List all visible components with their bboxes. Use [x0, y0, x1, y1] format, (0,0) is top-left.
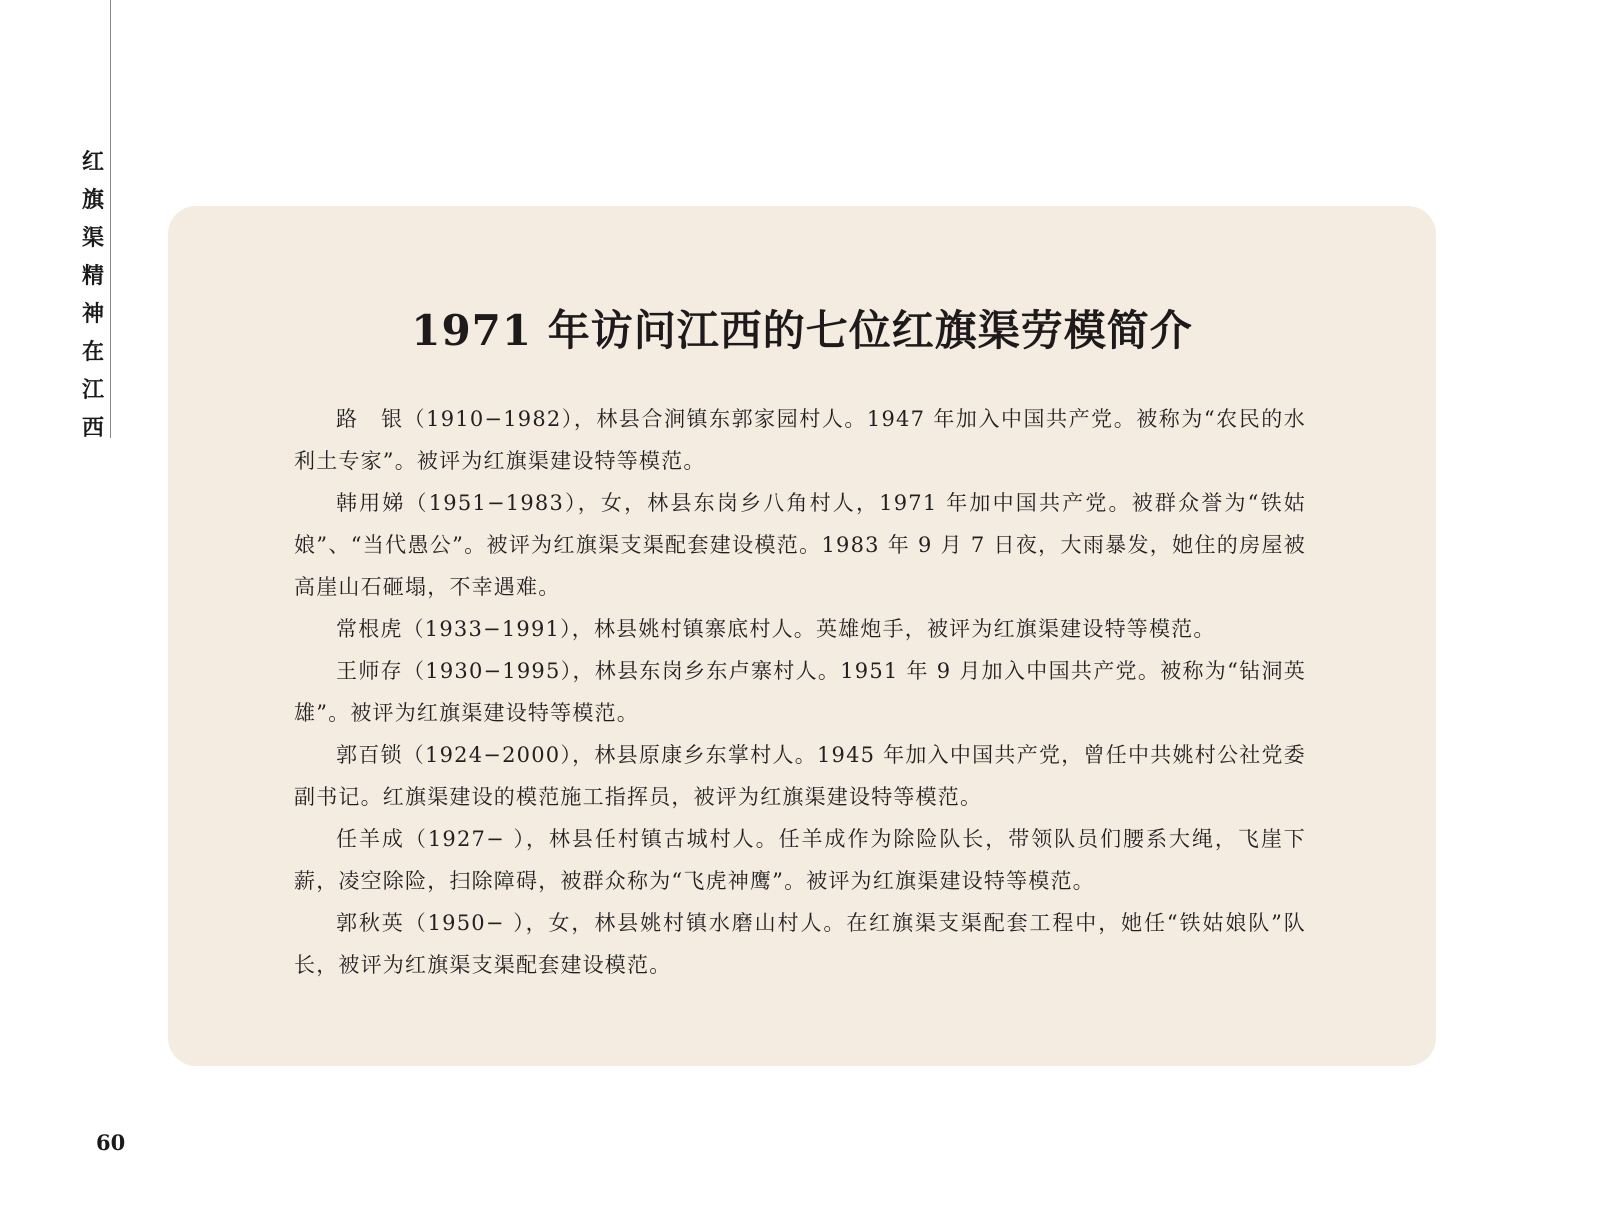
paragraph-guo-qiuying: 郭秋英（1950− ），女，林县姚村镇水磨山村人。在红旗渠支渠配套工程中，她任“铁姑娘队”队长，被评为红旗渠支渠配套建设模范。	[294, 911, 1306, 977]
article-body	[294, 398, 1306, 986]
running-header-char: 在	[81, 340, 104, 365]
side-divider-line	[110, 0, 111, 438]
running-header-char: 西	[81, 416, 104, 441]
running-header-char: 红	[81, 150, 104, 175]
running-header-char: 精	[81, 264, 104, 289]
paragraph-guo-baisuo: 郭百锁（1924−2000），林县原康乡东掌村人。1945 年加入中国共产党，曾任中共姚村公社党委副书记。红旗渠建设的模范施工指挥员，被评为红旗渠建设特等模范。	[294, 743, 1306, 809]
running-header-char: 神	[81, 302, 104, 327]
running-header-vertical	[78, 144, 108, 448]
running-header-char: 旗	[81, 188, 104, 213]
running-header-char: 渠	[81, 226, 104, 251]
page-number: 60	[96, 1130, 126, 1155]
paragraph-lu-yin: 路 银（1910−1982），林县合涧镇东郭家园村人。1947 年加入中国共产党。被称为“农民的水利土专家”。被评为红旗渠建设特等模范。	[294, 407, 1306, 473]
paragraph-chang-genhu: 常根虎（1933−1991），林县姚村镇寨底村人。英雄炮手，被评为红旗渠建设特等模范。	[336, 617, 1216, 641]
paragraph-ren-yangcheng: 任羊成（1927− ），林县任村镇古城村人。任羊成作为除险队长，带领队员们腰系大绳，飞崖下薪，凌空除险，扫除障碍，被群众称为“飞虎神鹰”。被评为红旗渠建设特等模范。	[294, 827, 1306, 893]
article-title: 1971 年访问江西的七位红旗渠劳模简介	[411, 306, 1193, 355]
content-panel	[168, 206, 1436, 1066]
paragraph-han-yongdi: 韩用娣（1951−1983），女，林县东岗乡八角村人，1971 年加中国共产党。被群众誉为“铁姑娘”、“当代愚公”。被评为红旗渠支渠配套建设模范。1983 年 9 月 7 日夜，大雨暴发，她住的房屋被高崖山石砸塌，不幸遇难。	[294, 491, 1306, 599]
running-header-char: 江	[81, 378, 104, 403]
paragraph-wang-shicun: 王师存（1930−1995），林县东岗乡东卢寨村人。1951 年 9 月加入中国共产党。被称为“钻洞英雄”。被评为红旗渠建设特等模范。	[294, 659, 1306, 725]
